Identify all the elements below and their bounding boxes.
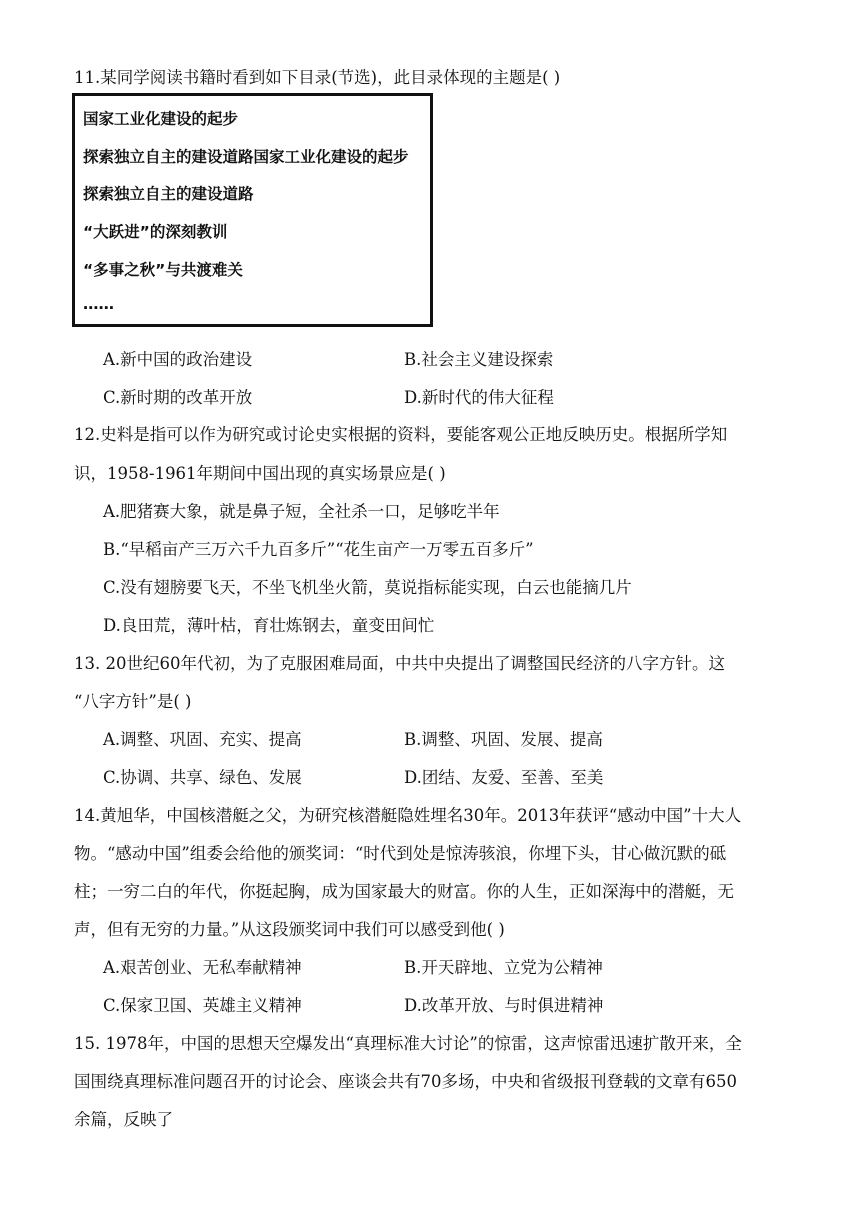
question-15-stem-line-1: 15. 1978年，中国的思想天空爆发出“真理标准大讨论”的惊雷，这声惊雷迅速扩散开来，全 (74, 1034, 742, 1053)
toc-entry-4: “大跃进”的深刻教训 (83, 223, 228, 241)
question-15-stem-line-2: 国围绕真理标准问题召开的讨论会、座谈会共有70多场，中央和省级报刊登载的文章有650 (74, 1072, 737, 1091)
question-12-option-b: B.“早稻亩产三万六千九百多斤”“花生亩产一万零五百多斤” (103, 540, 534, 559)
toc-entry-3: 探索独立自主的建设道路 (83, 185, 254, 203)
toc-entry-5: “多事之秋”与共渡难关 (83, 261, 243, 279)
question-12-stem-line-2: 识，1958-1961年期间中国出现的真实场景应是( ) (74, 464, 446, 483)
question-15-stem-line-3: 余篇，反映了 (74, 1110, 173, 1129)
question-13-option-a: A.调整、巩固、充实、提高 (103, 730, 302, 749)
question-14-stem-line-2: 物。“感动中国”组委会给他的颁奖词：“时代到处是惊涛骇浪，你埋下头，甘心做沉默的砥 (74, 844, 727, 863)
question-12-stem-line-1: 12.史料是指可以作为研究或讨论史实根据的资料，要能客观公正地反映历史。根据所学知 (74, 425, 728, 444)
question-13-stem-line-2: “八字方针”是( ) (74, 692, 192, 711)
question-11-stem: 11.某同学阅读书籍时看到如下目录(节选)，此目录体现的主题是( ) (74, 68, 561, 87)
question-14-stem-line-3: 柱；一穷二白的年代，你挺起胸，成为国家最大的财富。你的人生，正如深海中的潜艇，无 (74, 882, 734, 901)
question-13-option-c: C.协调、共享、绿色、发展 (103, 768, 302, 787)
question-13-stem-line-1: 13. 20世纪60年代初，为了克服困难局面，中共中央提出了调整国民经济的八字方针。这 (74, 654, 725, 673)
toc-entry-1: 国家工业化建设的起步 (83, 110, 239, 128)
toc-entry-ellipsis: …… (83, 295, 114, 313)
question-12-option-a: A.肥猪赛大象，就是鼻子短，全社杀一口，足够吃半年 (103, 502, 500, 521)
question-11-option-c: C.新时期的改革开放 (103, 388, 253, 407)
question-11-option-d: D.新时代的伟大征程 (404, 388, 554, 407)
question-14-option-b: B.开天辟地、立党为公精神 (404, 958, 603, 977)
question-11-option-a: A.新中国的政治建设 (103, 350, 253, 369)
question-13-option-d: D.团结、友爱、至善、至美 (404, 768, 604, 787)
question-13-option-b: B.调整、巩固、发展、提高 (404, 730, 603, 749)
question-14-option-d: D.改革开放、与时俱进精神 (404, 996, 604, 1015)
table-of-contents-box (72, 93, 433, 327)
question-14-option-c: C.保家卫国、英雄主义精神 (103, 996, 302, 1015)
question-12-option-d: D.良田荒，薄叶枯，育壮炼钢去，童变田间忙 (103, 616, 435, 635)
question-14-option-a: A.艰苦创业、无私奉献精神 (103, 958, 302, 977)
toc-entry-2: 探索独立自主的建设道路国家工业化建设的起步 (83, 148, 409, 166)
question-11-option-b: B.社会主义建设探索 (404, 350, 554, 369)
question-14-stem-line-1: 14.黄旭华，中国核潜艇之父，为研究核潜艇隐姓埋名30年。2013年获评“感动中国”十大人 (74, 806, 742, 825)
question-14-stem-line-4: 声，但有无穷的力量。”从这段颁奖词中我们可以感受到他( ) (74, 920, 505, 939)
question-12-option-c: C.没有翅膀要飞天，不坐飞机坐火箭，莫说指标能实现，白云也能摘几片 (103, 578, 632, 597)
